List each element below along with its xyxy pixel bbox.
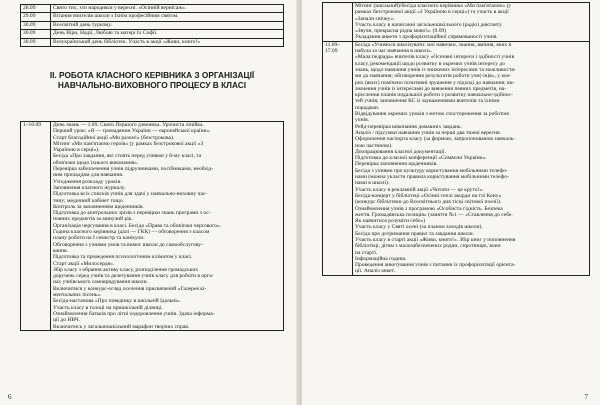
activity-line: Укладання анкети з профорієнтаційної спрямованості учнів.: [355, 34, 498, 41]
table-row: [21, 5, 284, 13]
activity-line: Рейд-перевірка виконання домашніх завдань.: [355, 123, 462, 130]
activity-line: ції. Аналіз анкет.: [355, 268, 396, 275]
activities-cell: [353, 41, 590, 275]
activity-line: «Мала педрада» вчителів класу «Основні інтереси і здібності учнів: [355, 54, 515, 61]
activity-line: Україною в серці»).: [53, 147, 100, 154]
event-cell: Свято тих, хто народився у вересні. «Осінній вернісаж».: [51, 5, 284, 13]
activity-line: Збір класу з обрання активу класу, розподілення громадських: [53, 266, 199, 273]
activity-line: ною частиною).: [355, 142, 393, 149]
activity-line: Як навчитися розуміти себе»): [355, 218, 426, 225]
activity-line: знань, щодо навчання учнів із знижених інтересами та можливостя-: [355, 66, 516, 73]
table-row: [323, 3, 590, 42]
table-row: [21, 13, 284, 21]
activity-line: рих (яких) помічено позитивні зрушення у підході до навчання; ви-: [355, 79, 515, 86]
activity-line: Бесіда-концерт у бібліотеці «Осінні теплі акорди на тлі Кону»: [355, 192, 502, 199]
activity-line: бібліотеці, дітям з малозабезпечених родин, сиротинцю, вони: [355, 243, 501, 250]
activity-line: Бесіда «Учимося аналізувати: мої навички, знання, вміння, яких я: [355, 41, 512, 48]
table-row: [21, 38, 284, 46]
activity-line: Мітинг «Ми пам'ятаємо героїв» (у рамках безстрокової акції «З: [53, 140, 204, 147]
table-row: [21, 122, 284, 331]
activity-line: Бесіда-настанова «Про поведінку в шкільній їдальні».: [53, 298, 181, 305]
activity-line: ції до НВЧ.: [53, 317, 80, 324]
section-heading-line: НАВЧАЛЬНО-ВИХОВНОГО ПРОЦЕСУ В КЛАСІ: [57, 79, 247, 90]
activity-line: ним приладдям для навчання.: [53, 172, 124, 179]
events-table-top: [20, 4, 284, 47]
activity-line: Бесіда з учнями про культуру користування мобільними телефо-: [355, 167, 508, 174]
activity-line: ми до навчання; обговорення результатів роботи учн(-ів)я», у коо-: [355, 73, 512, 80]
plan-table-right: [322, 2, 590, 276]
left-page: [0, 0, 298, 405]
activity-line: новних предметів за минулий рік.: [53, 216, 133, 223]
activity-line: класу, рекомендації щодо розвитку в окремих учнів інтересу до: [355, 60, 506, 67]
activity-line: Включитися у конкурс-огляд оселення присвячений «Галерея кі-: [53, 285, 207, 292]
activity-line: Організація чергування в класі. Бесіда «Права та обов'язки чергового».: [53, 222, 222, 229]
date-cell: 28.09: [21, 5, 51, 13]
activity-line: Перевірка заповнення щоденників.: [355, 161, 438, 168]
activity-line: вання.: [53, 247, 68, 254]
activity-line: Аналіз / підсумки навчання учнів за перші два тижні вересня.: [355, 129, 501, 136]
activity-line: нами в школі).: [355, 180, 390, 187]
activity-line: обов'язки щодо їхнього виконання».: [53, 159, 139, 166]
activity-line: значення учнів із інтересами до вивчення певних предметів, на-: [355, 85, 507, 92]
activity-line: порадами.: [355, 104, 380, 111]
activity-line: Старт благодійної акції «Ми разом!» (безстрокова).: [53, 134, 175, 141]
activity-line: набула за час навчання в школі».: [355, 48, 433, 55]
activity-line: нах учнівського самоврядування школи.: [53, 279, 148, 286]
activity-line: Ознайомлення батьків про літні оздоровлення учнів. Здача інформа-: [53, 310, 215, 317]
page-number: 6: [8, 393, 12, 401]
activity-line: Участь класу в старті акції «Живи, книго!». Збір книг у поповнення: [355, 236, 516, 243]
activity-line: креслення планів подальшої роботи з розвитку навчально-здібнос-: [355, 92, 513, 99]
activity-line: рамках безстрокової акції «З Україною в серці») та участь в акції: [355, 9, 509, 16]
activity-line: «Запали свічку».: [355, 15, 395, 22]
activity-line: Проведення анкетування учнів з питання їх профорієнтації орієнта-: [355, 262, 516, 269]
section-heading: [20, 71, 284, 91]
activity-line: плану роботи на І семестр та канікули.: [53, 235, 145, 242]
activity-line: Бесіда «Про завдання, які стоять перед учнями у 8-му класі, та: [53, 153, 202, 160]
activity-line: Ознайомлення учнів з програмою «Особиста гідність. Безпека: [355, 205, 503, 212]
activity-line: Заповнення класного журналу.: [53, 184, 126, 191]
date-cell: 30.09: [21, 38, 51, 46]
activity-line: Контроль за заповненням щоденників.: [53, 203, 144, 210]
activity-line: Узгодження розкладу уроків.: [53, 178, 122, 185]
activity-line: Година класного керівника (далі — ГКК) — обговорення з класом: [53, 229, 210, 236]
activity-line: Перевірка забезпечення учнів підручниками, посібниками, необхід-: [53, 166, 214, 173]
activity-line: Участь класу у Святі осені (за планом заходів школи).: [355, 224, 483, 231]
activity-line: Участь класу в рекламній акції «Читати — це круто!».: [355, 186, 484, 193]
date-cell: [323, 3, 353, 42]
page-number: 7: [584, 393, 588, 401]
activity-line: тину; медичний кабінет тощо.: [53, 197, 124, 204]
table-row: [21, 30, 284, 38]
date-cell: 11.09– 17.09: [323, 41, 353, 275]
activity-line: тей учнів; заповнення КС із зауваженнями вчителів та їхніми: [355, 98, 500, 105]
event-cell: Всеукраїнський день бібліотек. Участь в акції «Живи, книго!»: [51, 38, 284, 46]
activity-line: Відвідування окремих уроків з метою спостереження за роботою: [355, 111, 510, 118]
activity-line: Підготовка всіх списків учнів для здачі у навчально-виховну час-: [53, 191, 208, 198]
activity-line: ментальних пісень».: [53, 292, 102, 299]
activity-line: Оформлення паспорта класу (за формою, запропонованою навчаль-: [355, 136, 516, 143]
section-heading-line: II. РОБОТА КЛАСНОГО КЕРІВНИКА З ОРГАНІЗАЦІЇ: [49, 70, 255, 80]
activities-cell: [51, 122, 284, 331]
event-cell: День Віри, Надії, Любові та матері Їх Софії.: [51, 30, 284, 38]
activity-line: Включитись у загальношкільний марафон творчих справ.: [53, 323, 190, 330]
event-cell: Вітання вчителів школи з Їхнім професійним святом.: [51, 13, 284, 21]
event-cell: Всесвітній день туризму.: [51, 21, 284, 29]
activity-line: Участь класу в толоці на пришкільній ділянці.: [53, 304, 163, 311]
activity-line: учнів.: [355, 117, 370, 124]
right-page: [302, 0, 600, 405]
activity-line: доручень серед учнів та делегування учнів класу для роботи в орга-: [53, 273, 214, 280]
activity-line: Мітинг (шкільний)/бесіда класного керівника «Ми пам'ятаємо» (у: [355, 3, 512, 9]
date-cell: 30.09: [21, 21, 51, 29]
date-cell: 30.09: [21, 30, 51, 38]
table-row: [323, 41, 590, 275]
activity-line: Підготовка до класної конференції «Символи України».: [355, 155, 487, 162]
activity-line: Доопрацювання класної документації.: [355, 148, 446, 155]
plan-table-left: [20, 121, 284, 331]
date-cell: 29.09: [21, 13, 51, 21]
activity-line: Підготовка до контрольних зрізів з перевірки знань програми з ос-: [53, 210, 211, 217]
activity-line: «Звучи, прекрасна рідна мово!». (9.09): [355, 28, 447, 35]
activity-line: життя. Громадянська позиція» (заняття №1 — «Ставлення до себе.: [355, 211, 513, 218]
activity-line: Інформаційна година.: [355, 255, 407, 262]
activity-line: на старті.: [355, 249, 378, 256]
activity-line: нами (можна укласти правила користування мобільними телефо-: [355, 174, 509, 181]
activities-cell: [353, 3, 590, 42]
activity-line: День знань — 1.09. Свято Першого дзвоника. Урочиста лінійка.: [53, 122, 204, 128]
date-cell: 1–10.09: [21, 122, 51, 331]
activity-line: Перший урок: «Я — громадянин України — європейської країни».: [53, 128, 211, 135]
activity-line: (конкурс бібліотеки до Всесвітнього дня тісці світової поезії).: [355, 199, 502, 206]
activity-line: Обговорення з учнями умов та вимог школи до самообслугову-: [53, 241, 203, 248]
activity-line: Старт акції «Милосердя».: [53, 260, 115, 267]
activity-line: Участь класу в написанні загальношкільного (радіо) диктанту: [355, 21, 502, 28]
table-row: [21, 21, 284, 29]
activity-line: Підготовка та проведення психологічним кліматом у класі.: [53, 254, 193, 261]
activity-line: Бесіда про дотримання правил та завдання школи.: [355, 230, 475, 237]
